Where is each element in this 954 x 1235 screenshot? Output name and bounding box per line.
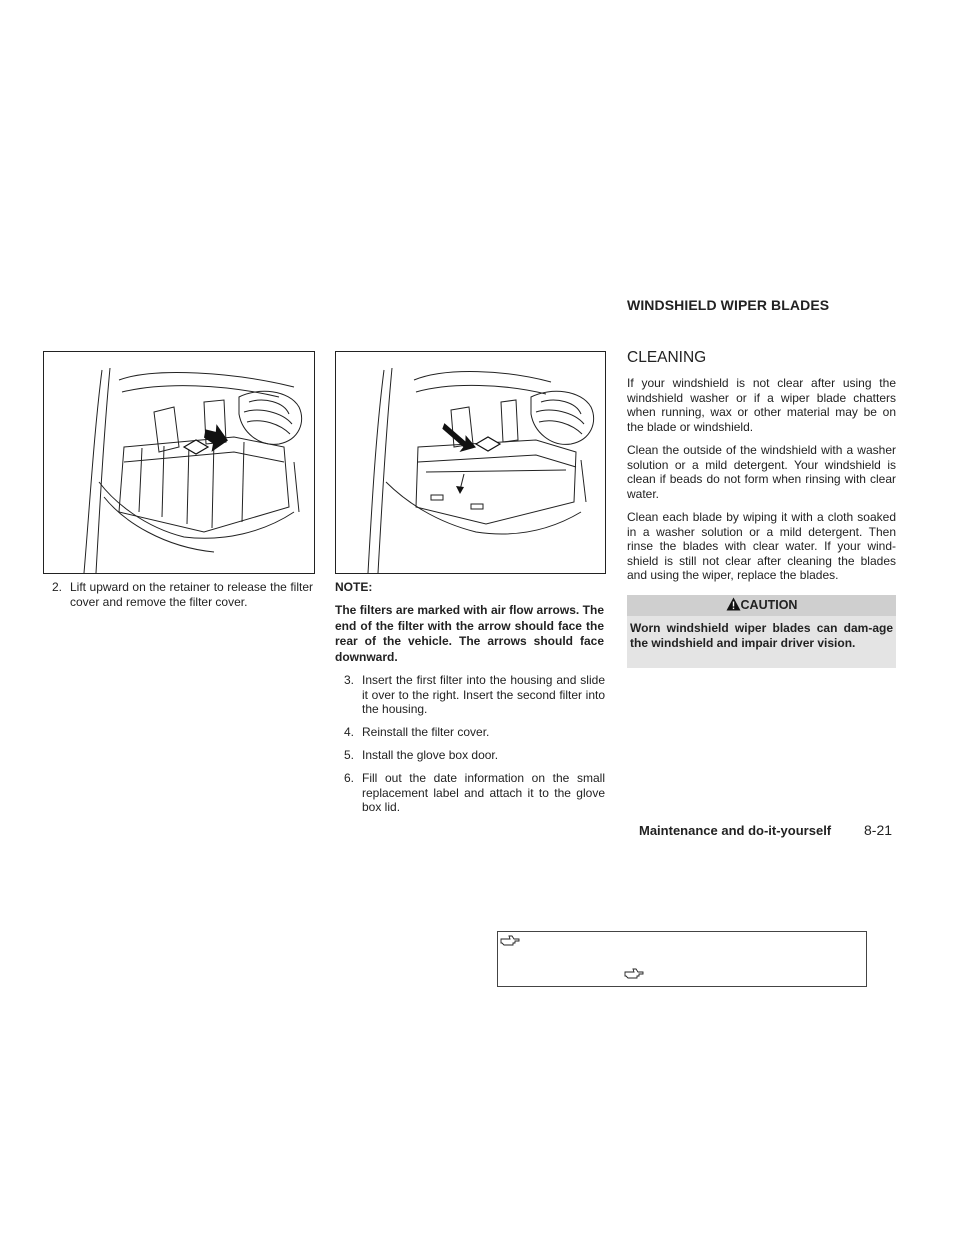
paragraph-2: Clean the outside of the windshield with a washer solution or a mild detergent. Your windshield is clean if beads do not form when rinsing with clear water. <box>627 443 896 501</box>
step-4 <box>344 725 605 740</box>
index-tab-box <box>497 931 867 987</box>
step-6 <box>344 771 605 815</box>
step-5 <box>344 748 605 763</box>
paragraph-3: Clean each blade by wiping it with a cloth soaked in a washer solution or a mild detergent. Then rinse the blades with clear water. If your wind-shield is still not clear after cleaning the blades and using the wiper, replace the blades. <box>627 510 896 583</box>
subsection-title: CLEANING <box>627 349 707 366</box>
figure-filter-airflow-arrow <box>335 351 606 574</box>
pointing-hand-icon <box>500 935 520 947</box>
page-number: 8-21 <box>864 822 893 838</box>
caution-header <box>627 595 896 616</box>
release-arrow-icon <box>184 422 228 454</box>
footer-section-name: Maintenance and do-it-yourself <box>639 823 832 838</box>
warning-triangle-icon <box>726 597 741 611</box>
step-number: 2. <box>52 580 63 594</box>
caution-text: Worn windshield wiper blades can dam-age the windshield and impair driver vision. <box>627 616 896 668</box>
paragraph-1: If your windshield is not clear after using the windshield washer or if a wiper blade chatters when running, wax or other material may be on the blade or windshield. <box>627 376 896 434</box>
downward-arrow-icon <box>456 486 464 494</box>
step-number: 3. <box>344 673 355 687</box>
note-text: The filters are marked with air flow arrows. The end of the filter with the arrow should face the rear of the vehicle. The arrows should face downward. <box>335 603 604 664</box>
step-number: 6. <box>344 771 355 785</box>
step-text: Lift upward on the retainer to release the filter cover and remove the filter cover. <box>70 580 313 609</box>
insert-arrow-icon <box>437 423 500 457</box>
step-text: Install the glove box door. <box>362 748 499 762</box>
step-number: 5. <box>344 748 355 762</box>
step-number: 4. <box>344 725 355 739</box>
step-2 <box>52 580 313 609</box>
figure-filter-cover-removal <box>43 351 315 574</box>
step-text: Reinstall the filter cover. <box>362 725 490 739</box>
filter-cover-illustration <box>44 352 314 573</box>
section-title: WINDSHIELD WIPER BLADES <box>627 297 830 313</box>
pointing-hand-icon <box>624 968 644 980</box>
step-3 <box>344 673 605 717</box>
step-text: Insert the first filter into the housing and slide it over to the right. Insert the second filter into the housing. <box>362 673 605 717</box>
caution-label: CAUTION <box>740 598 798 612</box>
step-text: Fill out the date information on the small replacement label and attach it to the glove box lid. <box>362 771 605 815</box>
note-label: NOTE: <box>335 580 373 594</box>
filter-airflow-illustration <box>336 352 605 573</box>
